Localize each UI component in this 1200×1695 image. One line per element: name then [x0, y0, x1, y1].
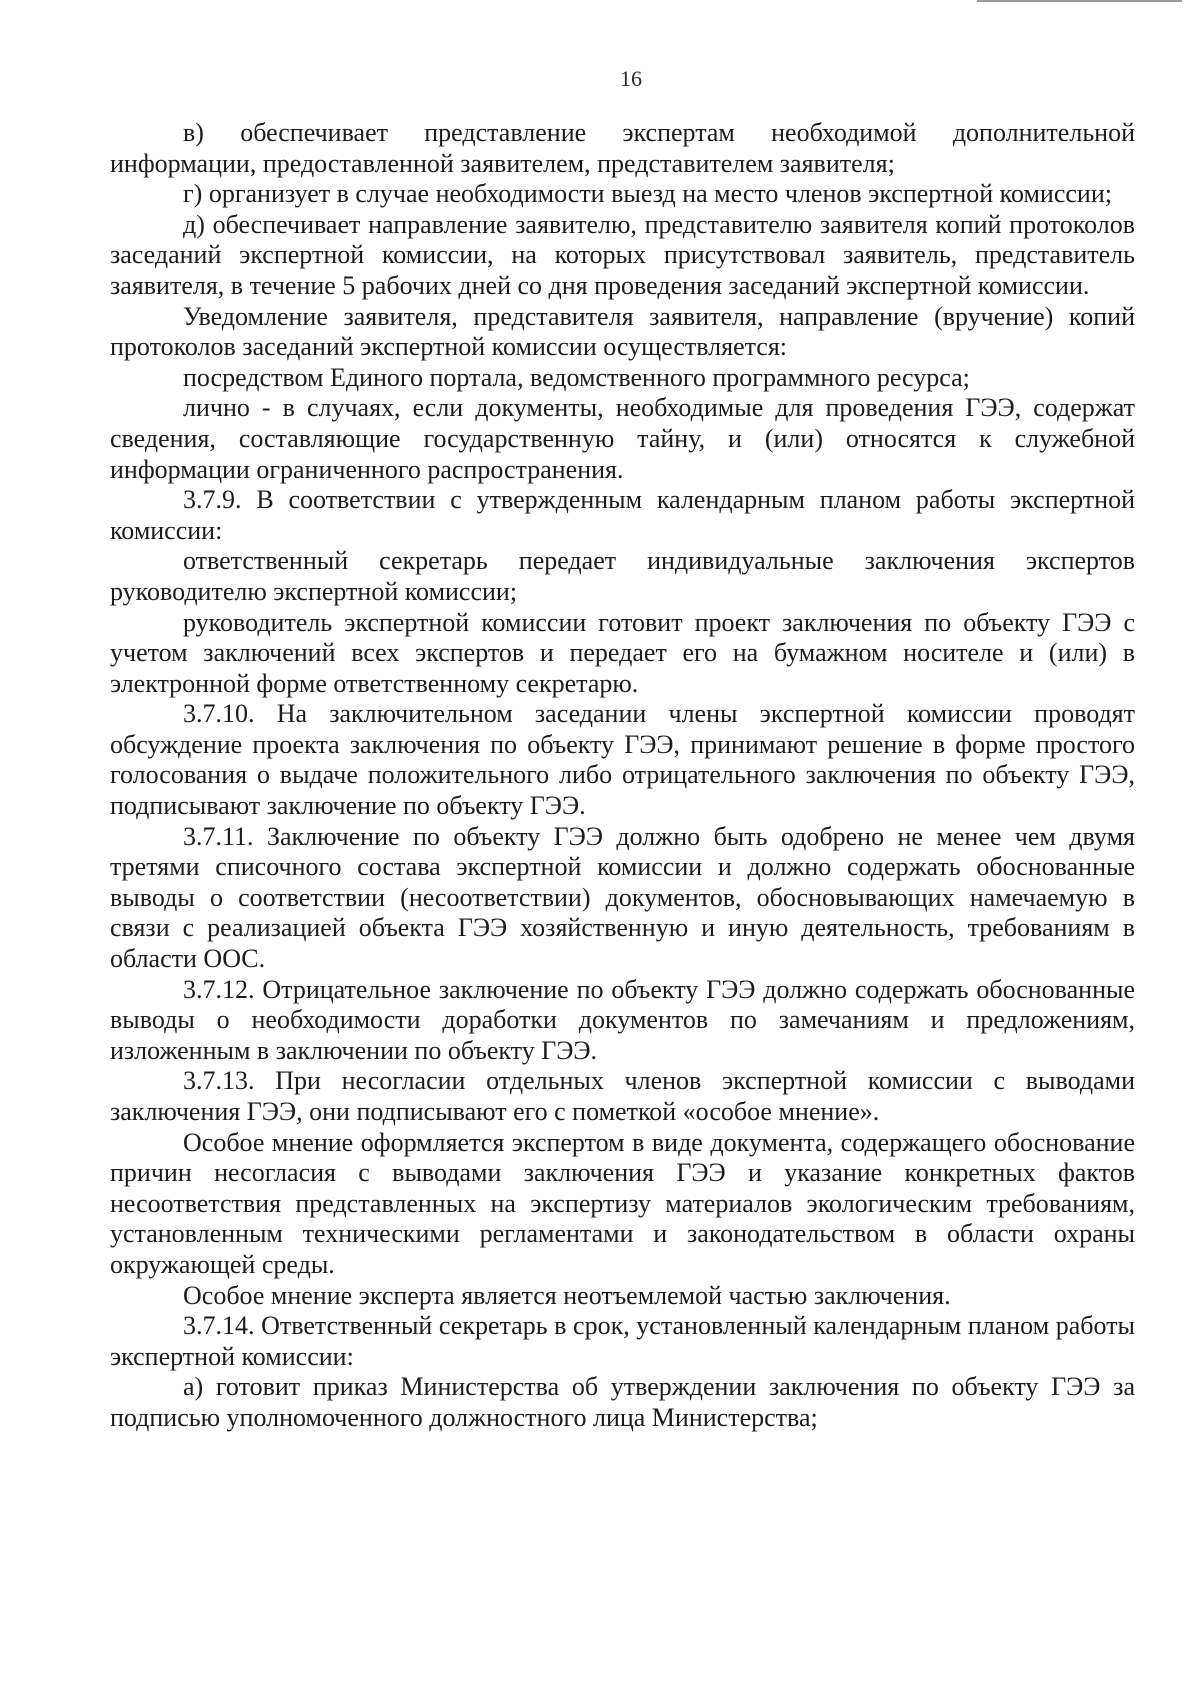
paragraph-head-prepares: руководитель экспертной комиссии готовит проект заключения по объекту ГЭЭ с учетом заключений всех экспертов и передает его на бумажном носителе и (или) в электронной форме ответственному секретарю.: [110, 607, 1135, 698]
paragraph-g: г) организует в случае необходимости выезд на место членов экспертной комиссии;: [183, 179, 1112, 209]
clause-3-7-13: 3.7.13. При несогласии отдельных членов экспертной комиссии с выводами заключения ГЭЭ, они подписывают его с пометкой «особое мнение».: [110, 1066, 1135, 1126]
top-edge-rule: [977, 0, 1182, 2]
paragraph-d: д) обеспечивает направление заявителю, представителю заявителя копий протоколов заседаний экспертной комиссии, на которых присутствовал заявитель, представитель заявителя, в течение 5 рабочих дней со дня проведения заседаний экспертной комиссии.: [110, 209, 1135, 300]
clause-3-7-9: 3.7.9. В соответствии с утвержденным календарным планом работы экспертной комиссии:: [110, 485, 1135, 545]
paragraph-in-person: лично - в случаях, если документы, необходимые для проведения ГЭЭ, содержат сведения, составляющие государственную тайну, и (или) относятся к служебной информации ограниченного распространения.: [110, 393, 1135, 484]
paragraph-notification: Уведомление заявителя, представителя заявителя, направление (вручение) копий протоколов заседаний экспертной комиссии осуществляется:: [110, 301, 1135, 362]
document-body: [110, 118, 1135, 1434]
clause-3-7-11: 3.7.11. Заключение по объекту ГЭЭ должно быть одобрено не менее чем двумя третями списочного состава экспертной комиссии и должно содержать обоснованные выводы о соответствии (несоответствии) документов, обосновывающих намечаемую в связи с реализацией объекта ГЭЭ хозяйственную и иную деятельность, требованиям в области ООС.: [110, 821, 1135, 974]
clause-3-7-14: 3.7.14. Ответственный секретарь в срок, установленный календарным планом работы экспертной комиссии:: [110, 1311, 1135, 1371]
paragraph-v: в) обеспечивает представление экспертам необходимой дополнительной информации, предоставленной заявителем, представителем заявителя;: [110, 118, 1135, 178]
clause-3-7-12: 3.7.12. Отрицательное заключение по объекту ГЭЭ должно содержать обоснованные выводы о необходимости доработки документов по замечаниям и предложениям, изложенным в заключении по объекту ГЭЭ.: [110, 974, 1135, 1065]
page-number: 16: [620, 66, 642, 91]
clause-3-7-10: 3.7.10. На заключительном заседании члены экспертной комиссии проводят обсуждение проекта заключения по объекту ГЭЭ, принимают решение в форме простого голосования о выдаче положительного либо отрицательного заключения по объекту ГЭЭ, подписывают заключение по объекту ГЭЭ.: [110, 699, 1135, 821]
paragraph-via-portal: посредством Единого портала, ведомственного программного ресурса;: [183, 362, 970, 392]
paragraph-special-opinion-part: Особое мнение эксперта является неотъемлемой частью заключения.: [183, 1280, 951, 1310]
paragraph-special-opinion: Особое мнение оформляется экспертом в виде документа, содержащего обоснование причин несогласия с выводами заключения ГЭЭ и указание конкретных фактов несоответствия представленных на экспертизу материалов экологическим требованиям, установленным техническими регламентами и законодательством в области охраны окружающей среды.: [110, 1127, 1135, 1279]
paragraph-a: а) готовит приказ Министерства об утверждении заключения по объекту ГЭЭ за подписью уполномоченного должностного лица Министерства;: [110, 1372, 1135, 1432]
paragraph-secretary-transfers: ответственный секретарь передает индивидуальные заключения экспертов руководителю экспертной комиссии;: [110, 546, 1135, 606]
